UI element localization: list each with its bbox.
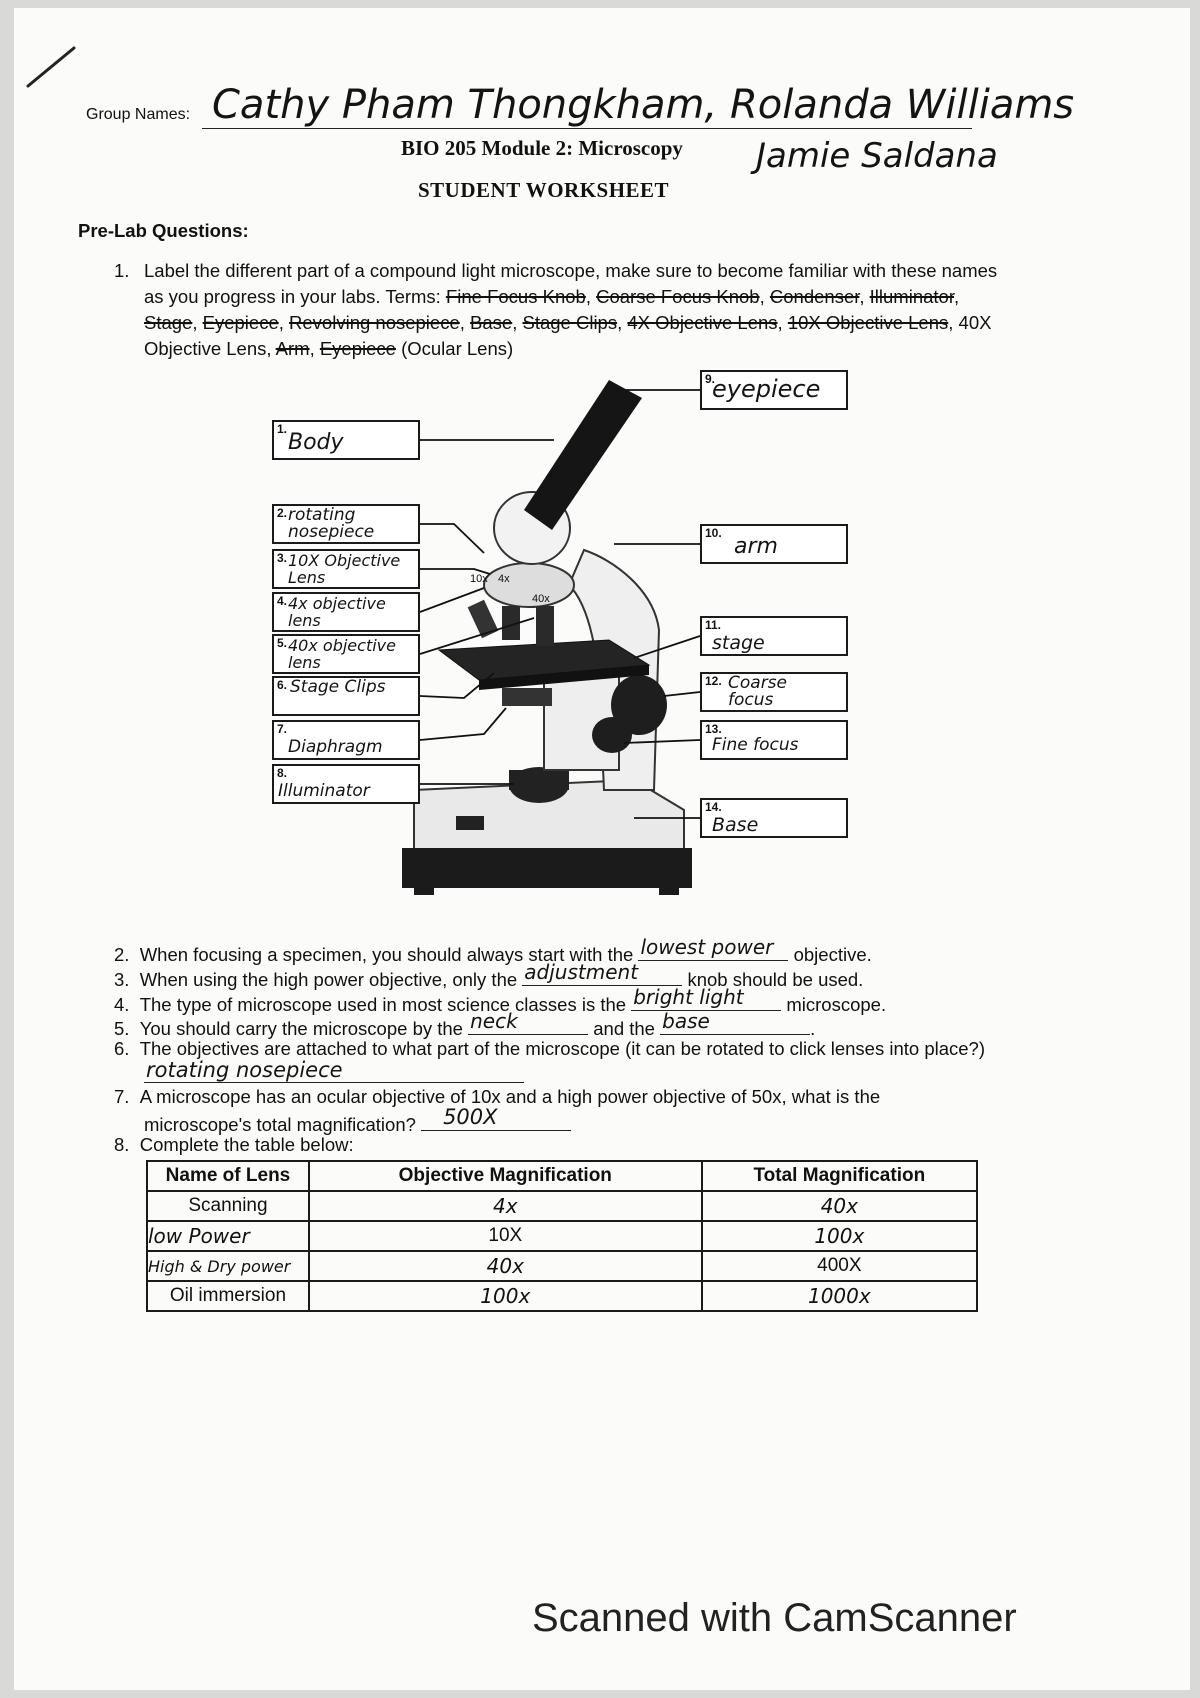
magnification-table [146, 1160, 978, 1312]
group-names-label: Group Names: [86, 106, 191, 123]
cell-lens-name: Scanning [147, 1191, 309, 1221]
label-answer: eyepiece [712, 375, 821, 403]
q1-term-crossed: Eyepiece [202, 312, 279, 333]
q7-blank[interactable] [421, 1105, 571, 1131]
q1-term-crossed: Fine Focus Knob [445, 286, 586, 307]
camscanner-footer: Scanned with CamScanner [532, 1596, 1017, 1640]
q3-number: 3. [114, 969, 130, 990]
cell-total[interactable]: 1000x [702, 1281, 977, 1311]
q1-term-crossed: Condenser [769, 286, 860, 307]
table-row [147, 1191, 977, 1221]
cell-lens-name[interactable]: low Power [147, 1221, 309, 1251]
q1-term-text: , [617, 312, 628, 333]
q1-term-text: , [459, 312, 471, 333]
q1-term-crossed: Stage [144, 312, 193, 333]
label-number: 4. [277, 594, 288, 608]
label-number: 6. [277, 678, 288, 692]
label-answer: Base [712, 814, 759, 836]
q3-text-post: knob should be used. [687, 969, 864, 990]
label-number: 14. [705, 800, 722, 814]
label-number: 10. [705, 526, 722, 540]
q1-term-crossed: Revolving nosepiece [289, 312, 460, 333]
q1-term-text: , [585, 286, 597, 307]
q3-text: When using the high power objective, only the [139, 969, 518, 990]
objective-mark-10x: 10x [470, 573, 488, 585]
q6-text: The objectives are attached to what part of the microscope (it can be rotated to click lenses into place?) [139, 1038, 986, 1059]
q1-term-crossed: Illuminator [869, 286, 954, 307]
q3-blank[interactable] [522, 960, 682, 986]
course-title: BIO 205 Module 2: Microscopy [401, 136, 683, 160]
label-number: 11. [705, 618, 722, 632]
label-number: 3. [277, 551, 288, 565]
q8-text: Complete the table below: [139, 1134, 354, 1155]
q1-term-text: , [759, 286, 770, 307]
q1-term-crossed: Stage Clips [522, 312, 618, 333]
label-number: 8. [277, 766, 288, 780]
q5-text-mid: and the [593, 1018, 655, 1039]
cell-objective[interactable]: 100x [309, 1281, 702, 1311]
label-number: 9. [705, 372, 716, 386]
q1-term-text: , [777, 312, 788, 333]
objective-mark-40x: 40x [532, 593, 550, 605]
cell-total[interactable]: 40x [702, 1191, 977, 1221]
q5-blank-2[interactable] [660, 1009, 810, 1035]
q1-term-crossed: 10X Objective Lens [787, 312, 949, 333]
q5-answer-2: base [662, 1009, 710, 1033]
q1-term-text: , 40X Objective Lens, [144, 312, 992, 359]
q7-text-2: microscope's total magnification? [144, 1114, 416, 1135]
q1-term-text: (Ocular Lens) [395, 338, 514, 359]
q4-answer: bright light [633, 985, 744, 1009]
q7-text-1: A microscope has an ocular objective of 10x and a high power objective of 50x, what is the [139, 1086, 881, 1107]
label-answer: arm [734, 534, 778, 559]
header-total-magnification: Total Magnification [702, 1161, 977, 1191]
group-names-handwritten: Cathy Pham Thongkham, Rolanda Williams [212, 82, 1075, 128]
cell-objective[interactable]: 40x [309, 1251, 702, 1281]
q7-number: 7. [114, 1086, 130, 1107]
q1-term-text: , [512, 312, 523, 333]
label-answer: 4x objective lens [288, 594, 386, 630]
q6-blank[interactable] [144, 1060, 524, 1083]
q1-term-crossed: Base [470, 312, 513, 333]
q1-term-crossed: Coarse Focus Knob [596, 286, 760, 307]
label-answer: Illuminator [278, 781, 370, 801]
q5-text: You should carry the microscope by the [139, 1018, 463, 1039]
label-answer: 40x objective lens [288, 636, 396, 672]
q5-blank-1[interactable] [468, 1009, 588, 1035]
q4-text: The type of microscope used in most science classes is the [139, 994, 627, 1015]
q1-term-crossed: Eyepiece [319, 338, 396, 359]
q2-text-post: objective. [793, 944, 872, 965]
q1-term-crossed: 4X Objective Lens [627, 312, 778, 333]
table-row [147, 1281, 977, 1311]
q1-term-text: , [859, 286, 870, 307]
cell-total: 400X [702, 1251, 977, 1281]
label-answer: rotating nosepiece [288, 505, 375, 542]
table-row [147, 1221, 977, 1251]
q5-number: 5. [114, 1018, 130, 1039]
q1-number: 1. [114, 260, 130, 281]
table-header-row [147, 1161, 977, 1191]
label-answer: Diaphragm [288, 737, 383, 757]
worksheet-page [14, 8, 1190, 1690]
q2-blank[interactable] [638, 935, 788, 961]
q7-answer: 500X [443, 1105, 498, 1129]
cell-total[interactable]: 100x [702, 1221, 977, 1251]
cell-objective: 10X [309, 1221, 702, 1251]
q3-answer: adjustment [524, 960, 639, 984]
label-number: 13. [705, 722, 722, 736]
q1-term-text: , [278, 312, 290, 333]
cell-objective[interactable]: 4x [309, 1191, 702, 1221]
label-answer: Body [288, 430, 344, 455]
table-row [147, 1251, 977, 1281]
cell-lens-name: Oil immersion [147, 1281, 309, 1311]
q2-text: When focusing a specimen, you should always start with the [139, 944, 634, 965]
q8 [114, 1132, 354, 1158]
q1-term-text: , [192, 312, 203, 333]
header-name-of-lens: Name of Lens [147, 1161, 309, 1191]
cell-lens-name[interactable]: High & Dry power [147, 1251, 309, 1281]
q8-number: 8. [114, 1134, 130, 1155]
q5-text-post: . [810, 1018, 816, 1039]
q1-term-text: , [309, 338, 320, 359]
q1-text-a: Label the different part of a compound light microscope, make sure to become familiar with these names as you progress in your labs. Terms: [144, 260, 998, 307]
q6-number: 6. [114, 1038, 130, 1059]
q4-text-post: microscope. [786, 994, 887, 1015]
label-answer: stage [712, 632, 765, 654]
q2-answer: lowest power [640, 935, 774, 959]
label-answer: Stage Clips [290, 677, 386, 697]
worksheet-subtitle: STUDENT WORKSHEET [418, 178, 670, 202]
q5-answer-1: neck [470, 1009, 518, 1033]
label-number: 1. [277, 422, 288, 436]
objective-mark-4x: 4x [498, 573, 510, 585]
prelab-heading: Pre-Lab Questions: [78, 220, 249, 241]
q6-answer: rotating nosepiece [146, 1058, 343, 1082]
label-answer: Fine focus [712, 735, 799, 755]
label-number: 2. [277, 506, 288, 520]
group-names-handwritten-2: Jamie Saldana [756, 136, 998, 176]
label-answer: 10X Objective Lens [288, 551, 401, 587]
leader-lines [14, 8, 1190, 908]
q1-term-crossed: Arm [275, 338, 310, 359]
q4-number: 4. [114, 994, 130, 1015]
q1-term-text: , [953, 286, 960, 307]
header-objective-magnification: Objective Magnification [309, 1161, 702, 1191]
label-number: 5. [277, 636, 288, 650]
q2-number: 2. [114, 944, 130, 965]
label-number: 7. [277, 722, 288, 736]
label-answer: Coarse focus [728, 673, 787, 710]
label-number: 12. [705, 674, 722, 688]
